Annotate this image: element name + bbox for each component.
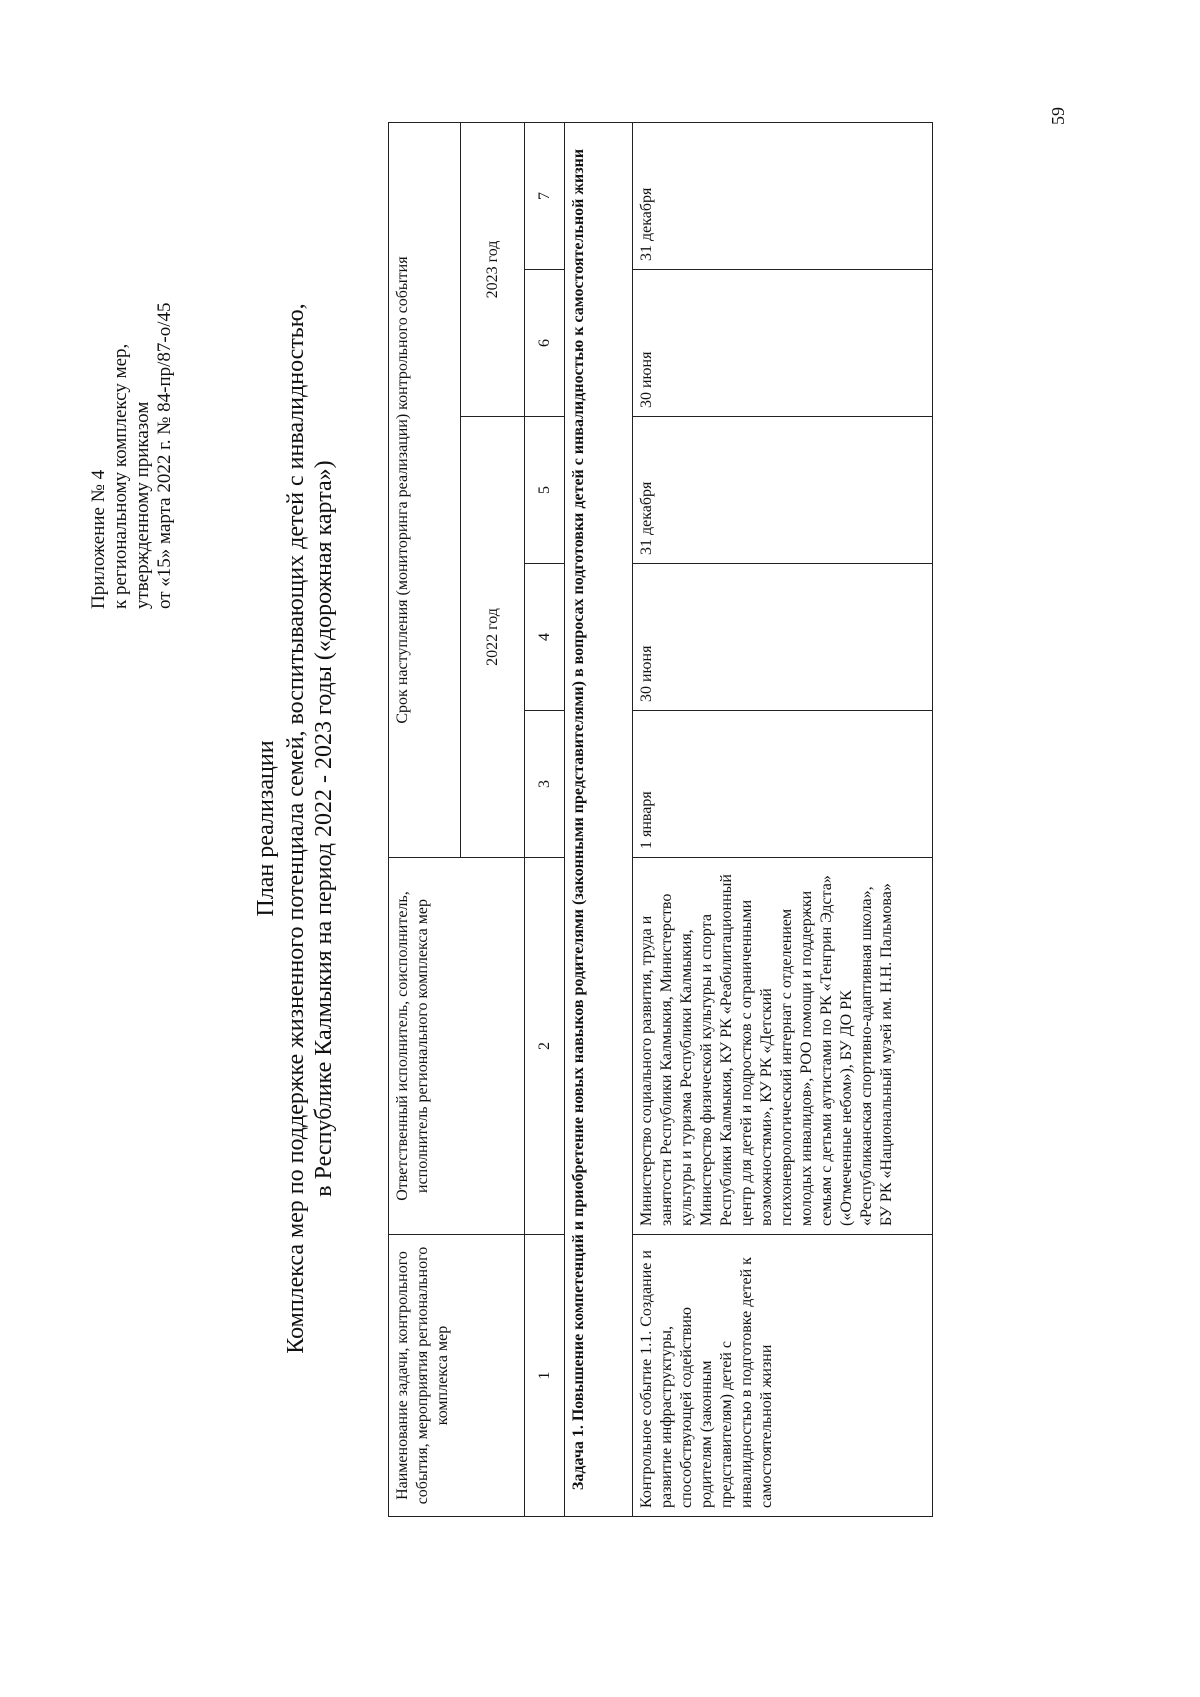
event-executors: Министерство социального развития, труда и занятости Республики Калмыкия, Министерство культуры и туризма Республики Калмыкия, Министерство физической культуры и спорта Республики Калмыкия, КУ РК «Реабилитационный центр для детей и подростков с ограниченными возможностями», КУ РК «Детский психоневрологический интернат с отделением молодых инвалидов», РОО помощи и поддержки семьям с детьми аутистами по РК «Тенгрин Эдста» («Отмеченные небом»), БУ ДО РК «Республиканская спортивно-адаптивная школа», БУ РК «Национальный музей им. Н.Н. Пальмова» bbox=[633, 858, 933, 1235]
event-row bbox=[633, 123, 933, 1517]
header-year-2023: 2023 год bbox=[461, 123, 525, 417]
col-number: 5 bbox=[525, 417, 565, 564]
header-deadline: Срок наступления (мониторинга реализации) контрольного события bbox=[389, 123, 461, 858]
col-number: 3 bbox=[525, 711, 565, 858]
event-date-col5: 31 декабря bbox=[633, 417, 933, 564]
document-title bbox=[252, 0, 338, 1697]
title-line: План реализации bbox=[253, 740, 279, 917]
title-line: в Республике Калмыкия на период 2022 - 2023 годы («дорожная карта») bbox=[311, 460, 337, 1197]
col-number: 1 bbox=[525, 1235, 565, 1517]
page-number: 59 bbox=[1048, 107, 1068, 125]
appendix-line: от «15» марта 2022 г. № 84-пр/87-о/45 bbox=[154, 302, 175, 609]
header-year-2022: 2022 год bbox=[461, 417, 525, 858]
task-row bbox=[565, 123, 633, 1517]
appendix-line: к региональному комплексу мер, bbox=[110, 343, 131, 609]
appendix-line: Приложение № 4 bbox=[88, 469, 109, 609]
col-number: 7 bbox=[525, 123, 565, 270]
appendix-line: утвержденному приказом bbox=[132, 401, 153, 609]
event-date-col4: 30 июня bbox=[633, 564, 933, 711]
header-task-name: Наименование задачи, контрольного события, мероприятия регионального комплекса мер bbox=[389, 1235, 525, 1517]
event-date-col3: 1 января bbox=[633, 711, 933, 858]
title-line: Комплекса мер по поддержке жизненного потенциала семей, воспитывающих детей с инвалидностью, bbox=[283, 303, 309, 1354]
event-name: Контрольное событие 1.1. Создание и развитие инфраструктуры, способствующей содействию родителям (законным представителям) детей с инвалидностью в подготовке детей к самостоятельной жизни bbox=[633, 1235, 933, 1517]
col-number: 4 bbox=[525, 564, 565, 711]
col-number: 6 bbox=[525, 270, 565, 417]
header-executor: Ответственный исполнитель, соисполнитель, исполнитель регионального комплекса мер bbox=[389, 858, 525, 1235]
number-row bbox=[525, 123, 565, 1517]
task-1-title: Задача 1. Повышение компетенций и приобретение новых навыков родителями (законными представителями) в вопросах подготовки детей с инвалидностью к самостоятельной жизни bbox=[565, 123, 633, 1517]
col-number: 2 bbox=[525, 858, 565, 1235]
header-row bbox=[389, 123, 461, 1517]
event-date-col7: 31 декабря bbox=[633, 123, 933, 270]
plan-table bbox=[388, 122, 933, 1517]
appendix-block bbox=[88, 189, 176, 609]
event-date-col6: 30 июня bbox=[633, 270, 933, 417]
